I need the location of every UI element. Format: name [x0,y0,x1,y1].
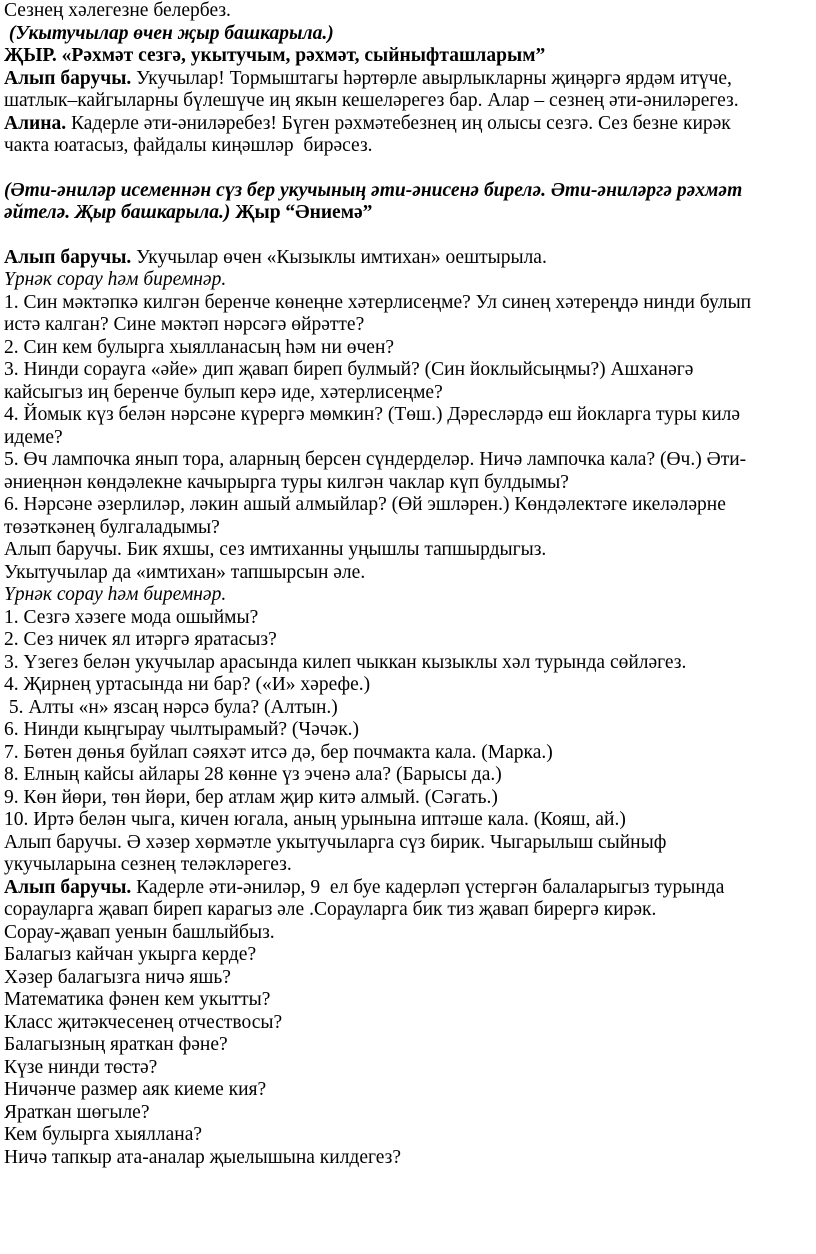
text-segment: Укучылар! Тормыштагы һәртөрле авырлыкларны җиңәргә ярдәм итүче, [131,67,732,89]
text-segment: Алина. [4,112,67,134]
text-line [4,135,808,158]
text-segment: 7. Бөтен дөнья буйлап сәяхәт итсә дә, бер почмакта кала. (Марка.) [4,741,553,763]
text-segment: 3. Нинди сорауга «әйе» дип җавап биреп булмый? (Син йоклыйсыңмы?) Ашханәгә [4,359,694,380]
text-line [4,674,808,697]
text-segment: Алып баручы. Бик яхшы, сез имтиханны уңышлы тапшырдыгыз. [4,539,547,560]
text-segment: Алып баручы. Ә хәзер хөрмәтле укытучыларга сүз бирик. Чыгарылыш сыйныф [4,831,667,853]
text-line [4,877,808,900]
text-line [4,1034,808,1057]
text-line [4,517,808,540]
text-segment: Класс җитәкчесенең отчествосы? [4,1011,283,1033]
text-line [4,607,808,630]
text-segment: 2. Сез ничек ял итәргә яратасыз? [4,629,277,650]
text-line [4,90,808,113]
text-line [4,382,808,405]
text-line [4,1147,808,1170]
text-segment: Үрнәк сорау һәм биремнәр. [4,584,227,605]
text-segment: Алып баручы. [4,67,132,89]
text-line [4,494,808,517]
text-line [4,292,808,315]
text-segment: Математика фәнен кем укытты? [4,989,271,1010]
text-segment: 10. Иртә белән чыга, кичен югала, аның урынына иптәше кала. (Кояш, ай.) [4,809,626,830]
text-line [4,1124,808,1147]
text-segment: Сорау-җавап уенын башлыйбыз. [4,921,275,943]
text-line [4,472,808,495]
text-line [4,427,808,450]
text-segment: 1. Сезгә хәзеге мода ошыймы? [4,606,259,628]
text-line [4,337,808,360]
text-segment: 3. Үзегез белән укучылар арасында килеп чыккан кызыклы хәл турында сөйләгез. [4,651,687,673]
text-segment: Сезнең хәлегезне белербез. [4,0,231,21]
text-line [4,359,808,382]
text-segment: Алып баручы. [4,246,132,268]
text-line [4,449,808,472]
text-segment: укучыларына сезнең теләкләрегез. [4,854,292,875]
text-segment: кайсыгыз иң беренче булып керә иде, хәтерлисеңме? [4,381,443,403]
text-segment: 2. Син кем булырга хыялланасың һәм ни өчен? [4,336,395,358]
text-line [4,1057,808,1080]
text-line [4,697,808,720]
text-line [4,23,808,46]
text-segment: Кадерле әти-әниләребез! Бүген рәхмәтебезнең иң олысы сезгә. Сез безне кирәк [66,112,731,134]
text-line [4,202,808,225]
text-line [4,113,808,136]
text-line [4,247,808,270]
text-line [4,944,808,967]
text-segment: Җыр “Әниемә” [230,202,373,223]
text-line [4,68,808,91]
text-segment: Балагызның яраткан фәне? [4,1034,228,1055]
text-line [4,1102,808,1125]
text-line [4,989,808,1012]
text-segment: 4. Җирнең уртасында ни бар? («И» хәрефе.) [4,674,371,695]
text-segment: әниеңнән көндәлекне качырырга туры килгән чаклар күп булдымы? [4,471,569,493]
text-segment: 9. Көн йөри, төн йөри, бер атлам җир китә алмый. (Сәгать.) [4,786,498,808]
text-segment: Укытучылар да «имтихан» тапшырсын әле. [4,561,366,583]
text-line [4,539,808,562]
text-line [4,584,808,607]
text-segment: Алып баручы. [4,876,132,898]
text-segment: Яраткан шөгыле? [4,1101,150,1123]
text-line [4,787,808,810]
text-line [4,719,808,742]
text-line [4,1012,808,1035]
text-segment: Ничә тапкыр ата-аналар җыелышына килдегез? [4,1146,401,1168]
text-line [4,832,808,855]
text-segment: Кем булырга хыяллана? [4,1124,202,1145]
text-segment: Күзе нинди төстә? [4,1056,158,1078]
text-segment: 8. Елның кайсы айлары 28 көнне үз эченә ала? (Барысы да.) [4,764,502,785]
text-segment: Балагыз кайчан укырга керде? [4,944,257,965]
text-segment: төзәткәнең булгаладымы? [4,516,220,538]
text-segment: ҖЫР. «Рәхмәт сезгә, укытучым, рәхмәт, сыйныфташларым” [4,45,546,66]
text-line [4,629,808,652]
text-line [4,854,808,877]
text-segment: идеме? [4,426,63,448]
text-line [4,652,808,675]
text-segment: 4. Йомык күз белән нәрсәне күрергә мөмкин? (Төш.) Дәресләрдә еш йокларга туры килә [4,404,741,425]
text-segment: (Укытучылар өчен җыр башкарыла.) [4,22,334,44]
text-segment: 6. Нинди кыңгырау чылтырамый? (Чәчәк.) [4,719,360,740]
text-segment: (Әти-әниләр исеменнән сүз бер укучының әти-әнисенә бирелә. Әти-әниләргә рәхмәт [4,179,743,201]
text-segment: чакта юатасыз, файдалы киңәшләр бирәсез. [4,135,373,156]
text-line [4,314,808,337]
text-line [4,967,808,990]
text-line [4,0,808,23]
text-segment: 5. Өч лампочка янып тора, аларның берсен сүндерделәр. Ничә лампочка кала? (Өч.) Әти- [4,449,747,470]
text-segment: 1. Син мәктәпкә килгән беренче көнеңне хәтерлисеңме? Ул синең хәтереңдә нинди булып [4,291,752,313]
text-line [4,562,808,585]
text-line [4,922,808,945]
blank-line [4,158,808,180]
text-line [4,899,808,922]
text-segment: Ничәнче размер аяк киеме кия? [4,1079,267,1100]
text-line [4,404,808,427]
text-segment: 5. Алты «н» язсаң нәрсә була? (Алтын.) [4,696,338,718]
blank-line [4,225,808,247]
text-segment: сорауларга җавап биреп карагыз әле .Сорауларга бик тиз җавап бирергә кирәк. [4,899,657,920]
text-segment: әйтелә. Җыр башкарыла.) [4,202,231,223]
text-segment: шатлык–кайгыларны бүлешүче иң якын кешеләрегез бар. Алар – сезнең әти-әниләрегез. [4,90,739,111]
text-segment: Укучылар өчен «Кызыклы имтихан» оештырыла. [131,246,547,268]
text-line [4,180,808,203]
text-segment: Кадерле әти-әниләр, 9 ел буе кадерләп үстергән балаларыгыз турында [131,876,725,898]
text-line [4,45,808,68]
text-line [4,742,808,765]
text-segment: Хәзер балагызга ничә яшь? [4,966,231,988]
text-segment: истә калган? Сине мәктәп нәрсәгә өйрәтте? [4,314,365,335]
text-line [4,1079,808,1102]
text-line [4,269,808,292]
text-segment: Үрнәк сорау һәм биремнәр. [4,269,227,290]
text-line [4,809,808,832]
text-segment: 6. Нәрсәне әзерлиләр, ләкин ашый алмыйлар? (Өй эшләрен.) Көндәлектәге икеләләрне [4,494,726,515]
text-line [4,764,808,787]
